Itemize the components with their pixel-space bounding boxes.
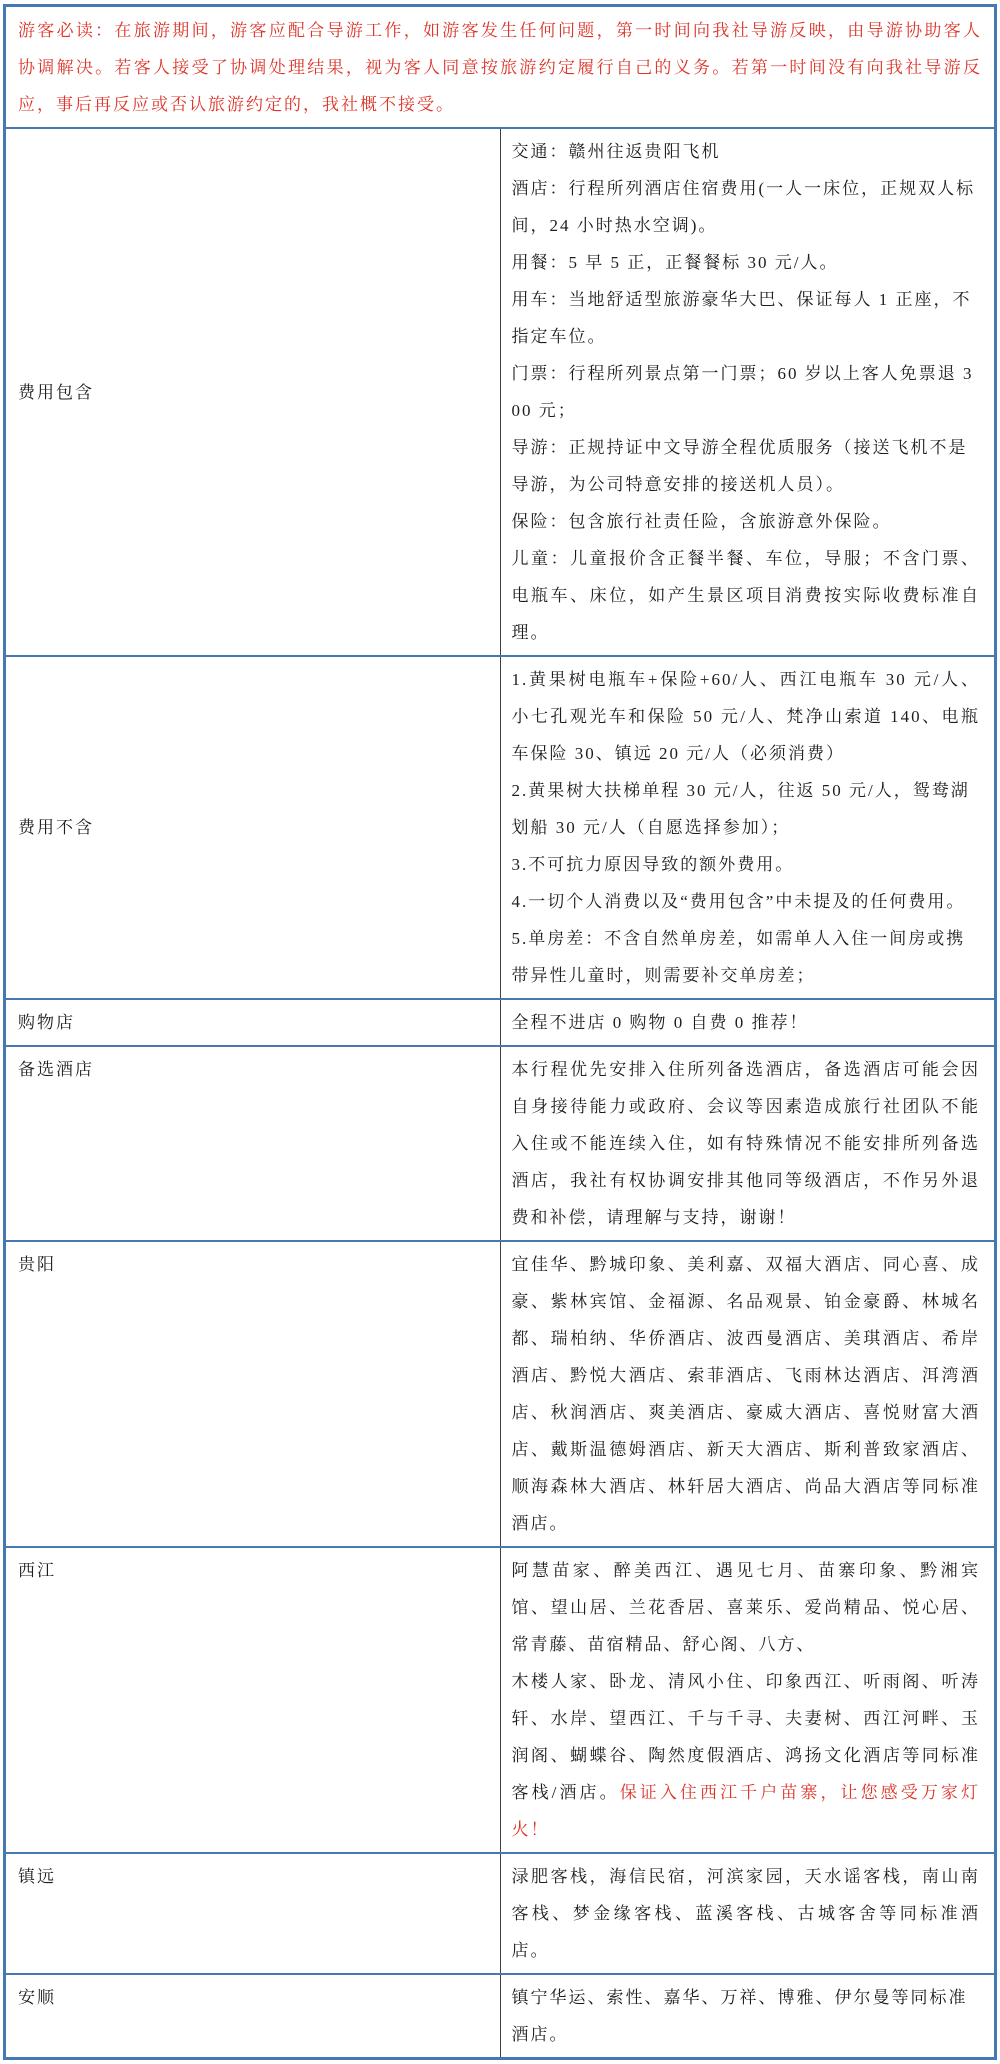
xijiang-hotels-content [500,1547,996,1853]
alternative-hotels-content [500,1046,996,1241]
anshun-hotel-list: 镇宁华运、索性、嘉华、万祥、博雅、伊尔曼等同标准酒店。 [511,1988,968,2044]
row-fees-excluded [5,656,996,999]
alternative-hotels-text: 本行程优先安排入住所列备选酒店，备选酒店可能会因自身接待能力或政府、会议等因素造成旅行社团队不能入住或不能连续入住，如有特殊情况不能安排所列备选酒店，我社有权协调安排其他同等级酒店，不作另外退费和补偿，请理解与支持，谢谢！ [511,1060,980,1227]
row-label-fees-included: 费用包含 [5,128,501,656]
row-label-zhenyuan: 镇远 [5,1853,501,1974]
fees-included-tickets: 门票：行程所列景点第一门票；60 岁以上客人免票退 300 元； [511,364,974,420]
fees-included-children: 儿童：儿童报价含正餐半餐、车位，导服；不含门票、电瓶车、床位，如产生景区项目消费按实际收费标准自理。 [511,549,980,642]
fees-included-transport: 交通：赣州往返贵阳飞机 [511,142,721,161]
tour-terms-table [3,4,997,2060]
fees-included-meals: 用餐：5 早 5 正，正餐餐标 30 元/人。 [511,253,839,272]
tourist-notice-text: 游客必读：在旅游期间，游客应配合导游工作，如游客发生任何问题，第一时间向我社导游反映，由导游协助客人协调解决。若客人接受了协调处理结果，视为客人同意按旅游约定履行自己的义务。若第一时间没有向我社导游反应，事后再反应或否认旅游约定的，我社概不接受。 [18,21,982,114]
fees-excluded-content [500,656,996,999]
fees-excluded-item-5: 5.单房差：不含自然单房差，如需单人入住一间房或携带异性儿童时，则需要补交单房差； [511,929,966,985]
shopping-policy-text: 全程不进店 0 购物 0 自费 0 推荐！ [511,1013,809,1032]
row-zhenyuan-hotels [5,1853,996,1974]
zhenyuan-hotel-list: 渌肥客栈，海信民宿，河滨家园，天水谣客栈，南山南客栈、梦金缘客栈、蓝溪客栈、古城客舍等同标准酒店。 [511,1867,980,1960]
row-label-fees-excluded: 费用不含 [5,656,501,999]
fees-included-hotel: 酒店：行程所列酒店住宿费用(一人一床位，正规双人标间，24 小时热水空调)。 [511,179,976,235]
fees-included-insurance: 保险：包含旅行社责任险，含旅游意外保险。 [511,512,892,531]
fees-included-guide: 导游：正规持证中文导游全程优质服务（接送飞机不是导游，为公司特意安排的接送机人员）。 [511,438,968,494]
fees-excluded-item-4: 4.一切个人消费以及“费用包含”中未提及的任何费用。 [511,892,966,911]
fees-included-content [500,128,996,656]
row-label-alternative-hotels: 备选酒店 [5,1046,501,1241]
row-shopping [5,999,996,1046]
row-label-guiyang: 贵阳 [5,1241,501,1547]
fees-included-bus: 用车：当地舒适型旅游豪华大巴、保证每人 1 正座，不指定车位。 [511,290,972,346]
fees-excluded-item-1: 1.黄果树电瓶车+保险+60/人、西江电瓶车 30 元/人、小七孔观光车和保险 50 元/人、梵净山索道 140、电瓶车保险 30、镇远 20 元/人（必须消费） [511,670,980,763]
row-guiyang-hotels [5,1241,996,1547]
row-anshun-hotels [5,1974,996,2059]
xijiang-hotel-list-2-text: 木楼人家、卧龙、清风小住、印象西江、听雨阁、听涛轩、水岸、望西江、千与千寻、夫妻树、西江河畔、玉润阁、蝴蝶谷、陶然度假酒店、鸿扬文化酒店等同标准客栈/酒店。 [511,1672,980,1802]
row-label-anshun: 安顺 [5,1974,501,2059]
xijiang-hotel-list-1: 阿慧苗家、醉美西江、遇见七月、苗寨印象、黔湘宾馆、望山居、兰花香居、喜莱乐、爱尚精品、悦心居、常青藤、苗宿精品、舒心阁、八方、 [511,1561,980,1654]
guiyang-hotels-content [500,1241,996,1547]
shopping-content [500,999,996,1046]
zhenyuan-hotels-content [500,1853,996,1974]
guiyang-hotel-list: 宜佳华、黔城印象、美利嘉、双福大酒店、同心喜、成豪、紫林宾馆、金福源、名品观景、铂金豪爵、林城名都、瑞柏纳、华侨酒店、波西曼酒店、美琪酒店、希岸酒店、黔悦大酒店、索菲酒店、飞雨林达酒店、洱湾酒店、秋润酒店、爽美酒店、豪威大酒店、喜悦财富大酒店、戴斯温德姆酒店、新天大酒店、斯利普致家酒店、顺海森林大酒店、林轩居大酒店、尚品大酒店等同标准酒店。 [511,1255,980,1533]
xijiang-guarantee-note: 保证入住西江千户苗寨，让您感受万家灯火！ [511,1783,980,1839]
notice-row [5,6,996,129]
row-alternative-hotels [5,1046,996,1241]
row-label-shopping: 购物店 [5,999,501,1046]
fees-excluded-item-3: 3.不可抗力原因导致的额外费用。 [511,855,795,874]
anshun-hotels-content [500,1974,996,2059]
row-fees-included [5,128,996,656]
row-xijiang-hotels [5,1547,996,1853]
fees-excluded-item-2: 2.黄果树大扶梯单程 30 元/人，往返 50 元/人，鸳鸯湖划船 30 元/人（自愿选择参加）； [511,781,970,837]
row-label-xijiang: 西江 [5,1547,501,1853]
xijiang-hotel-list-2 [512,1663,981,1848]
